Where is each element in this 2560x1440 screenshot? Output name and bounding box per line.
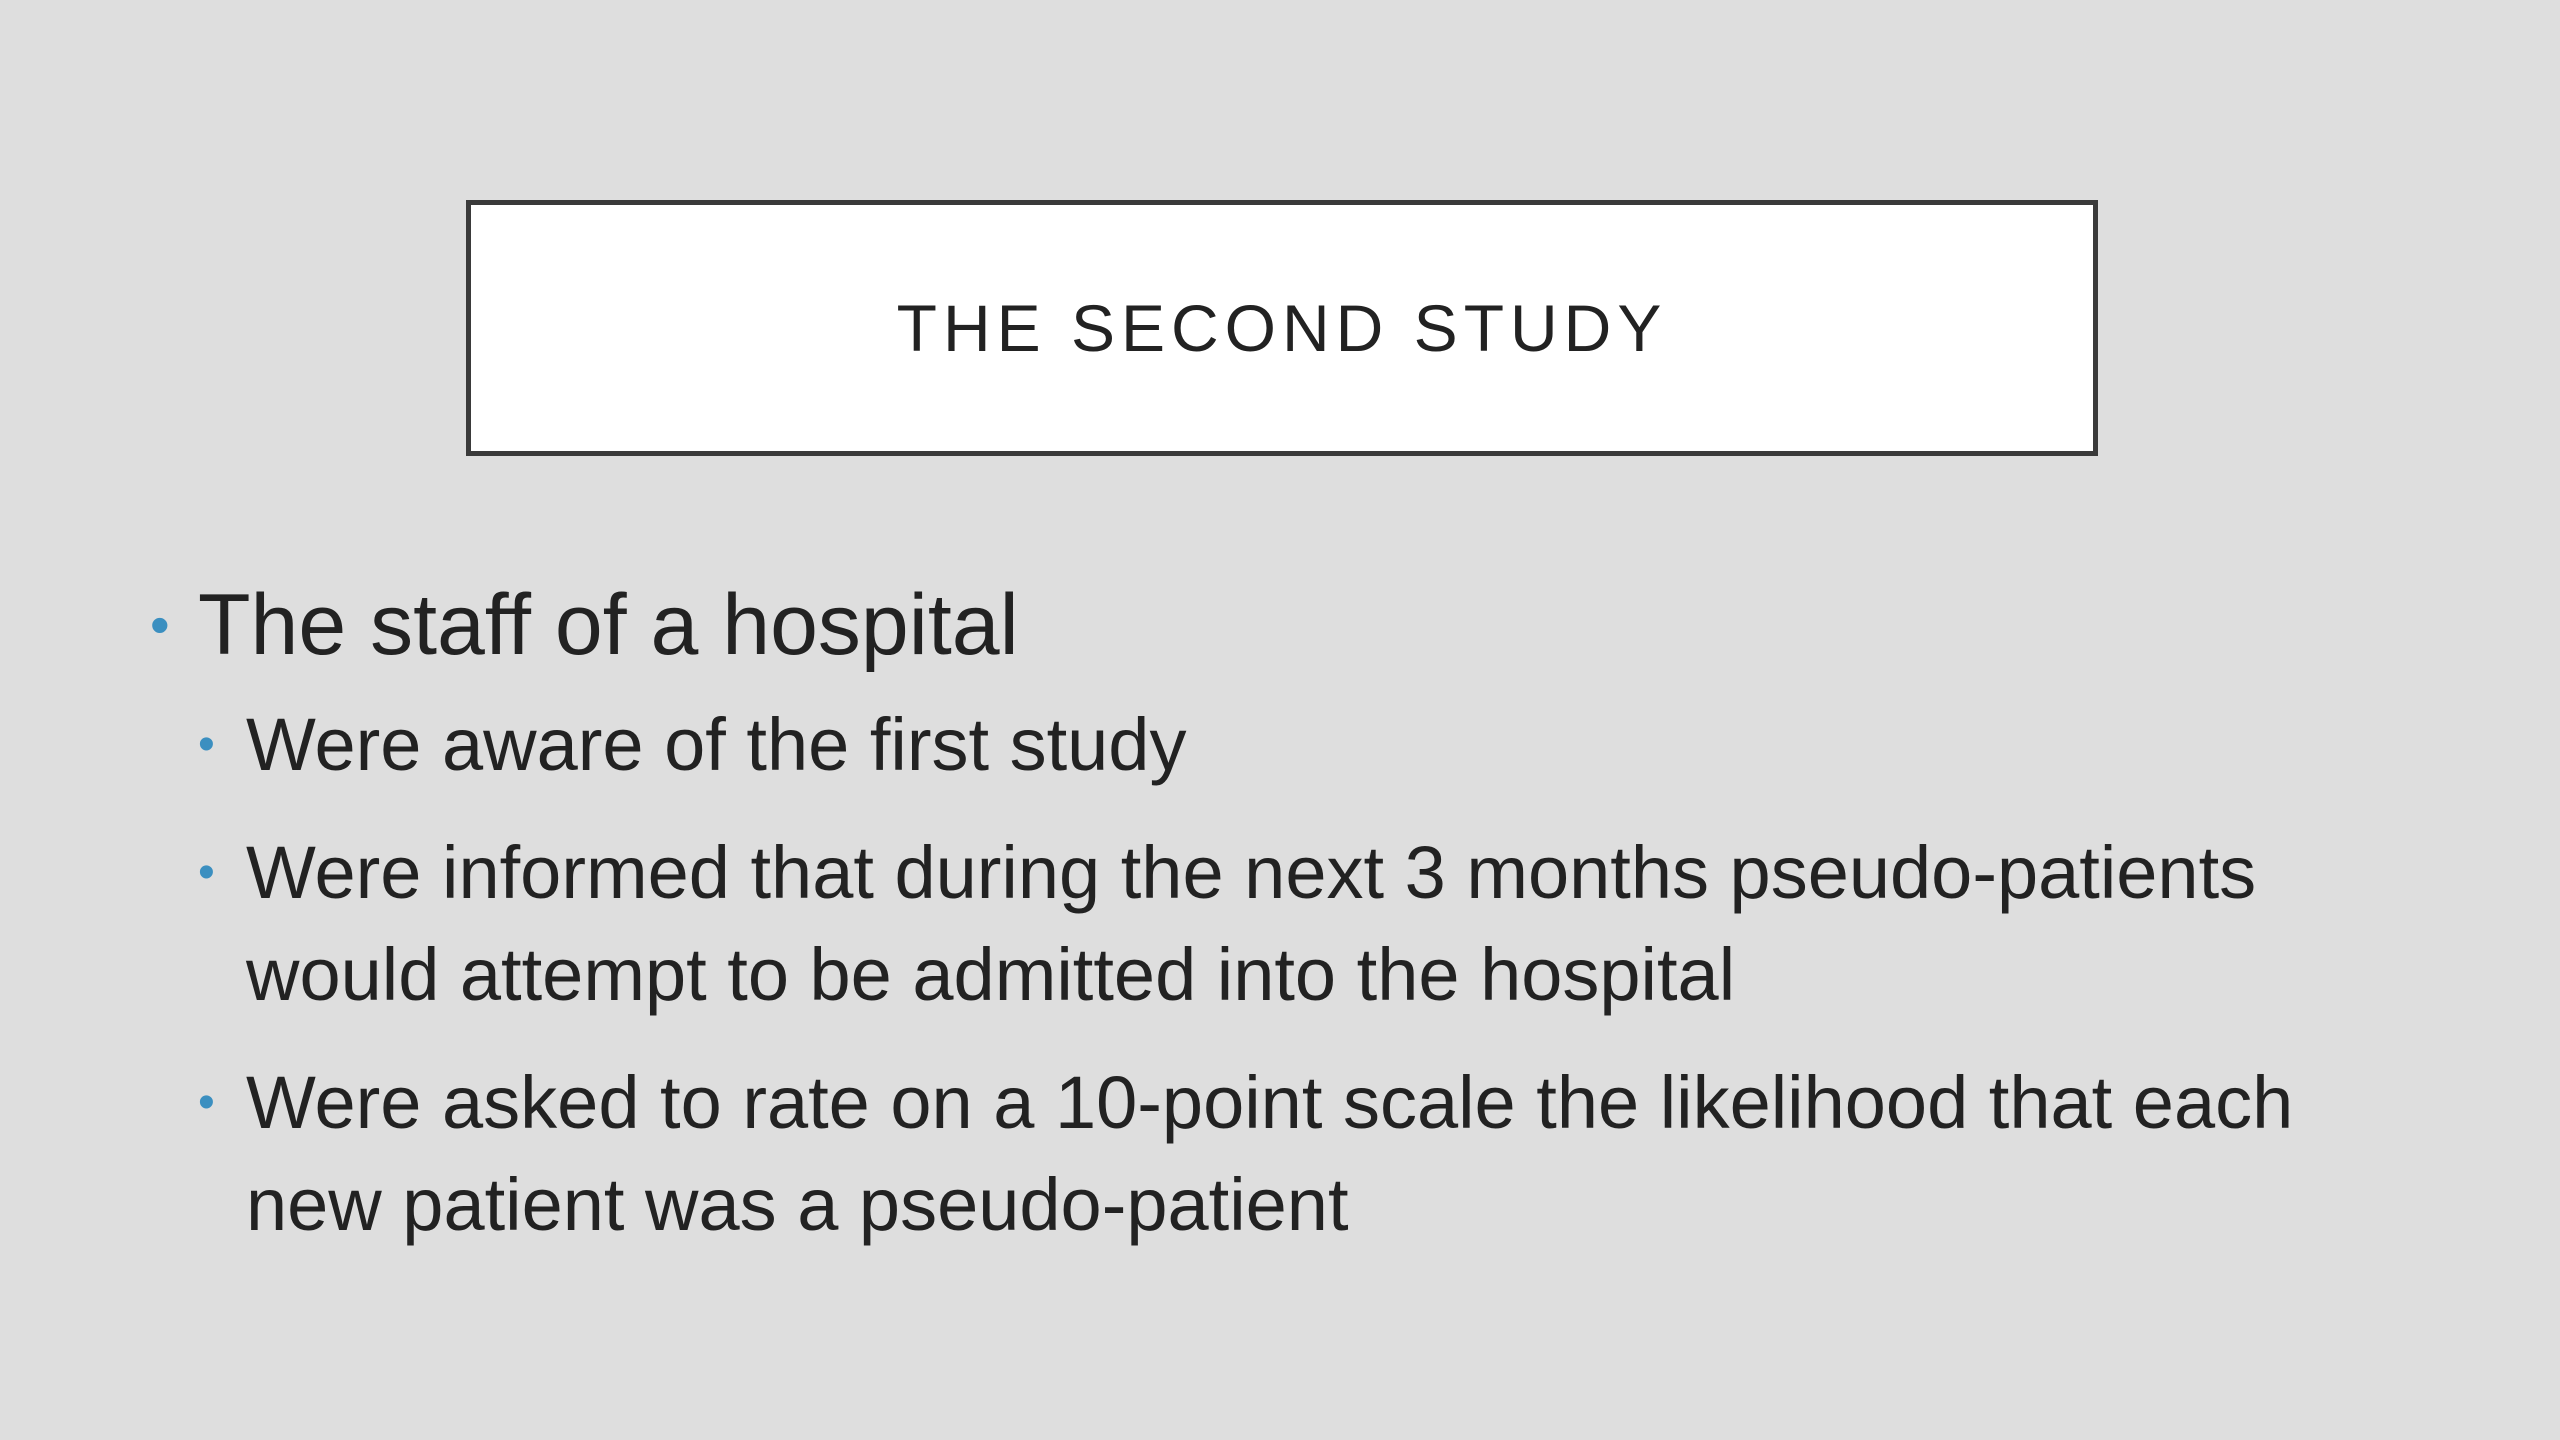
bullet-dot-icon: • [150,593,170,656]
bullet-item-level-1 [150,570,2410,680]
bullet-text: The staff of a hospital [198,577,1019,673]
bullet-item-level-2 [198,1052,2410,1256]
bullet-dot-icon: • [198,846,215,899]
slide-title: THE SECOND STUDY [896,291,1668,365]
bullet-dot-icon: • [198,1076,215,1129]
bullet-text: Were aware of the first study [246,703,1187,786]
bullet-dot-icon: • [198,718,215,771]
title-box [466,200,2098,456]
bullet-item-level-2 [198,822,2410,1026]
bullet-list [150,570,2410,1282]
bullet-text: Were asked to rate on a 10-point scale the likelihood that each new patient was a pseudo-patient [246,1061,2294,1246]
bullet-item-level-2 [198,694,2410,796]
bullet-text: Were informed that during the next 3 months pseudo-patients would attempt to be admitted into the hospital [246,831,2257,1016]
